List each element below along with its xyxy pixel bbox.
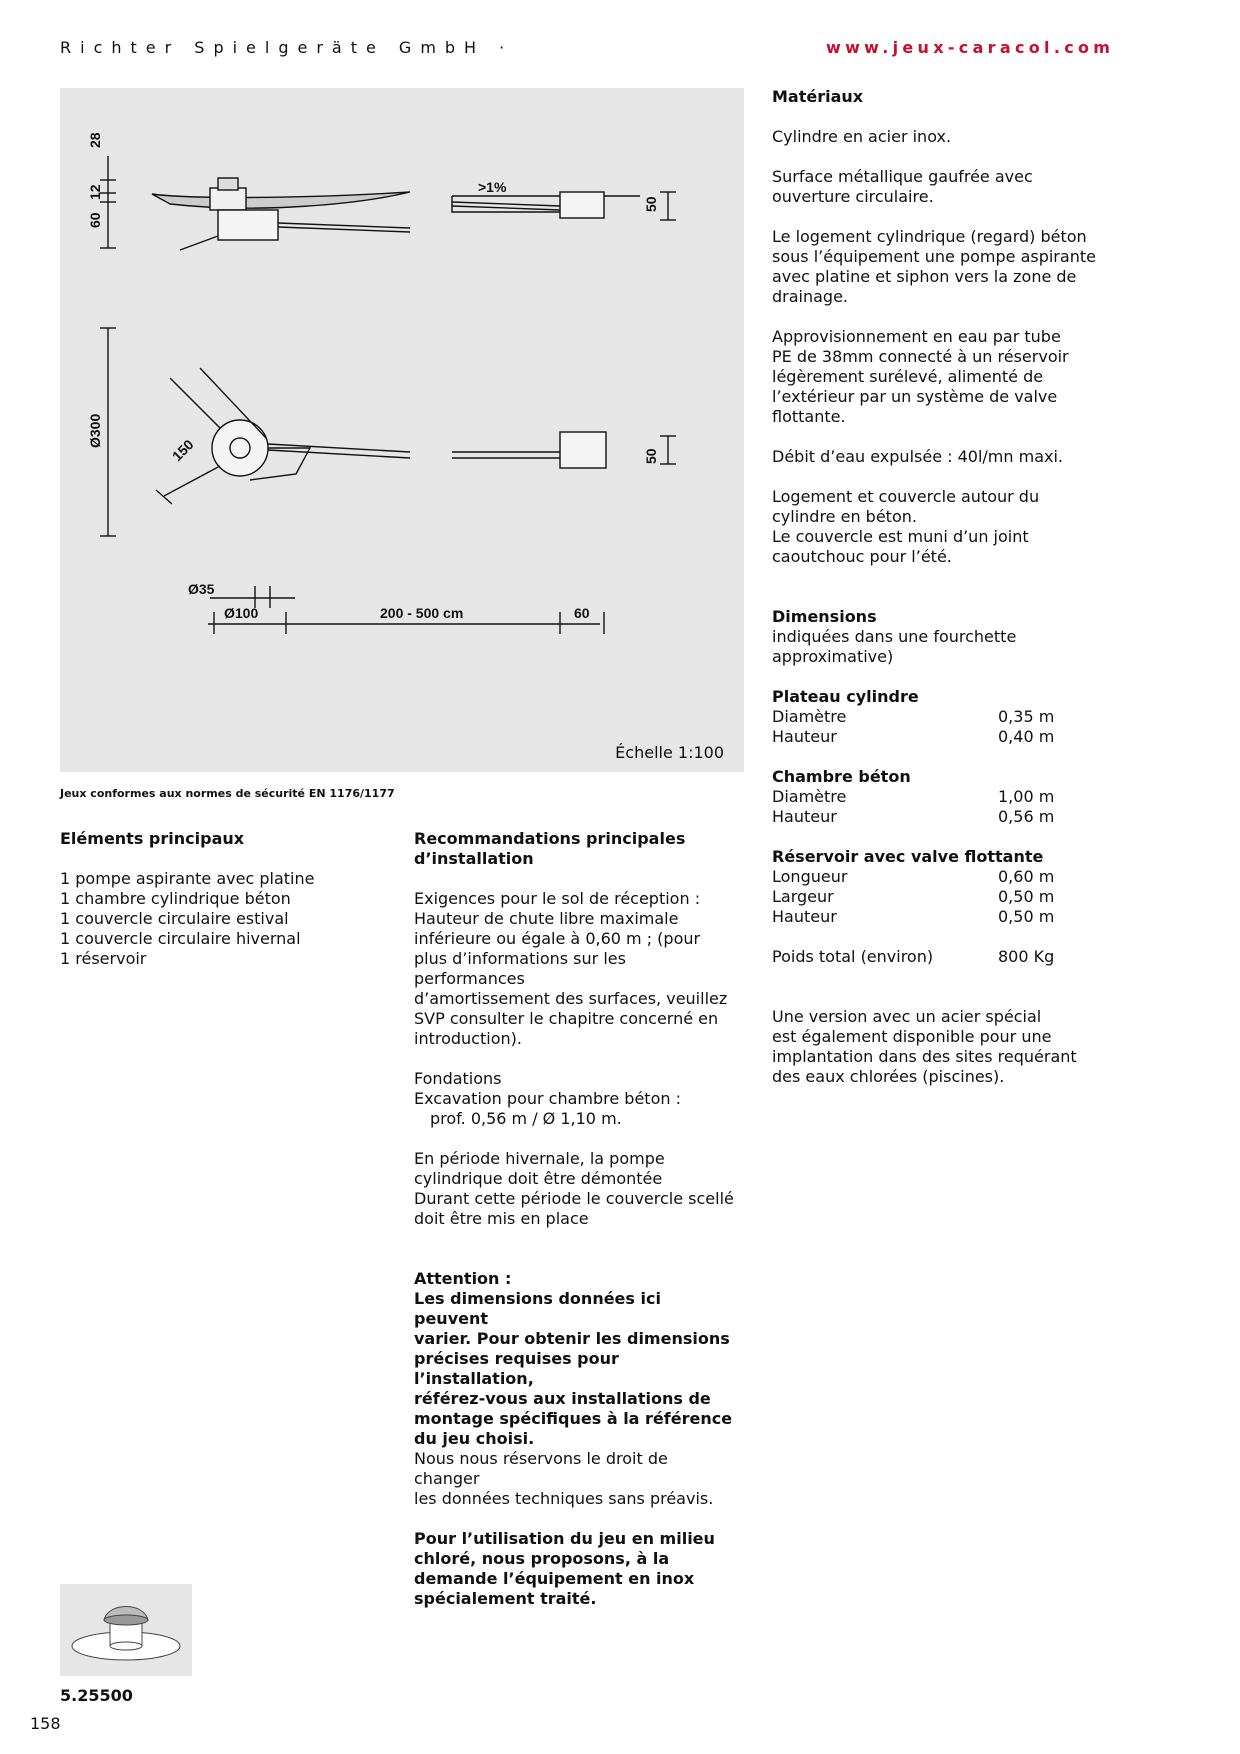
chamber-dimensions: Chambre béton Diamètre 1,00 m Hauteur 0,56 m <box>772 767 1112 827</box>
total-weight: Poids total (environ) 800 Kg <box>772 947 1055 966</box>
table-row: Hauteur 0,50 m <box>772 907 1055 926</box>
dim-slope: >1% <box>478 179 507 195</box>
materials-p5: Débit d’eau expulsée : 40l/mn maxi. <box>772 447 1063 466</box>
table-row: Largeur 0,50 m <box>772 887 1055 906</box>
dim-60-bottom: 60 <box>574 605 590 621</box>
list-item: 1 pompe aspirante avec platine <box>60 869 315 888</box>
special-version-note: Une version avec un acier spécial est également disponible pour une implantation dans des sites requérant des eaux chlorées (piscines). <box>772 1007 1077 1086</box>
reservoir-elevation <box>560 192 604 218</box>
dimensions-title: Dimensions <box>772 607 877 626</box>
ground-profile <box>152 192 410 208</box>
list-item: 1 couvercle circulaire estival <box>60 909 289 928</box>
plateau-dimensions: Plateau cylindre Diamètre 0,35 m Hauteur 0,40 m <box>772 687 1112 747</box>
header-company: Richter Spielgeräte GmbH · <box>60 38 514 57</box>
reservoir-plan <box>560 432 606 468</box>
list-item: 1 chambre cylindrique béton <box>60 889 291 908</box>
reservoir-dimensions: Réservoir avec valve flottante Longueur 0,60 m Largeur 0,50 m Hauteur 0,50 m <box>772 847 1112 927</box>
technical-drawing <box>60 88 744 772</box>
table-row: Diamètre 0,35 m <box>772 707 1055 726</box>
materials-p2: Surface métallique gaufrée avec ouverture circulaire. <box>772 167 1033 206</box>
page-number: 158 <box>30 1714 61 1733</box>
main-elements-list <box>60 869 380 969</box>
safety-norms: Jeux conformes aux normes de sécurité EN 1176/1177 <box>60 787 395 800</box>
product-thumbnail <box>60 1584 192 1676</box>
dim-12: 12 <box>87 184 103 200</box>
dim-60: 60 <box>87 212 103 228</box>
dim-diameter-35: Ø35 <box>188 581 215 597</box>
dim-range: 200 - 500 cm <box>380 605 464 621</box>
concrete-chamber <box>218 210 278 240</box>
product-illustration <box>60 1584 192 1676</box>
dim-diameter-300: Ø300 <box>87 413 103 448</box>
materials-p6: Logement et couvercle autour du cylindre en béton. Le couvercle est muni d’un joint caoutchouc pour l’été. <box>772 487 1040 566</box>
materials-p3: Le logement cylindrique (regard) béton sous l’équipement une pompe aspirante avec platine et siphon vers la zone de drainage. <box>772 227 1096 306</box>
dim-50-top: 50 <box>643 196 659 212</box>
product-code: 5.25500 <box>60 1686 133 1705</box>
scale-label: Échelle 1:100 <box>615 743 724 762</box>
main-elements-title: Eléments principaux <box>60 829 245 848</box>
pump-cylinder <box>210 188 246 210</box>
table-row: Hauteur 0,40 m <box>772 727 1055 746</box>
dim-50-mid: 50 <box>643 448 659 464</box>
foundations: Fondations Excavation pour chambre béton : prof. 0,56 m / Ø 1,10 m. <box>414 1069 681 1128</box>
list-item: 1 couvercle circulaire hivernal <box>60 929 301 948</box>
technical-drawing-svg <box>60 88 744 772</box>
attention-note: Attention : Les dimensions données ici peuvent varier. Pour obtenir les dimensions précises requises pour l’installation, référez-vous aux installations de montage spécifiques à la référence du jeu choisi. Nous nous réservons le droit de changer les données techniques sans préavis. <box>414 1269 733 1508</box>
materials-p4: Approvisionnement en eau par tube PE de 38mm connecté à un réservoir légèrement surélevé, alimenté de l’extérieur par un système de valve flottante. <box>772 327 1069 426</box>
table-row: Diamètre 1,00 m <box>772 787 1055 806</box>
materials-section <box>772 87 1112 1107</box>
winter-instructions: En période hivernale, la pompe cylindrique doit être démontée Durant cette période le couvercle scellé doit être mis en place <box>414 1149 734 1228</box>
installation-title: Recommandations principales d’installation <box>414 829 686 868</box>
header-website-link[interactable]: www.jeux-caracol.com <box>826 38 1115 57</box>
dim-150: 150 <box>168 436 197 465</box>
ground-requirements: Exigences pour le sol de réception : Hauteur de chute libre maximale inférieure ou égale à 0,60 m ; (pour plus d’informations sur les performances d’amortissement des surfaces, veuillez SVP consulter le chapitre concerné en introduction). <box>414 889 728 1048</box>
chamber-plan <box>212 420 268 476</box>
dim-diameter-100: Ø100 <box>224 605 259 621</box>
chlorine-note: Pour l’utilisation du jeu en milieu chloré, nous proposons, à la demande l’équipement en inox spécialement traité. <box>414 1529 715 1608</box>
dim-28: 28 <box>87 132 103 148</box>
list-item: 1 réservoir <box>60 949 147 968</box>
table-row: Longueur 0,60 m <box>772 867 1055 886</box>
table-row: Hauteur 0,56 m <box>772 807 1055 826</box>
dimensions-block: Dimensions indiquées dans une fourchette approximative) <box>772 607 1017 666</box>
installation-section <box>414 829 734 1629</box>
main-elements-section <box>60 829 380 969</box>
materials-title: Matériaux <box>772 87 864 106</box>
materials-p1: Cylindre en acier inox. <box>772 127 952 146</box>
